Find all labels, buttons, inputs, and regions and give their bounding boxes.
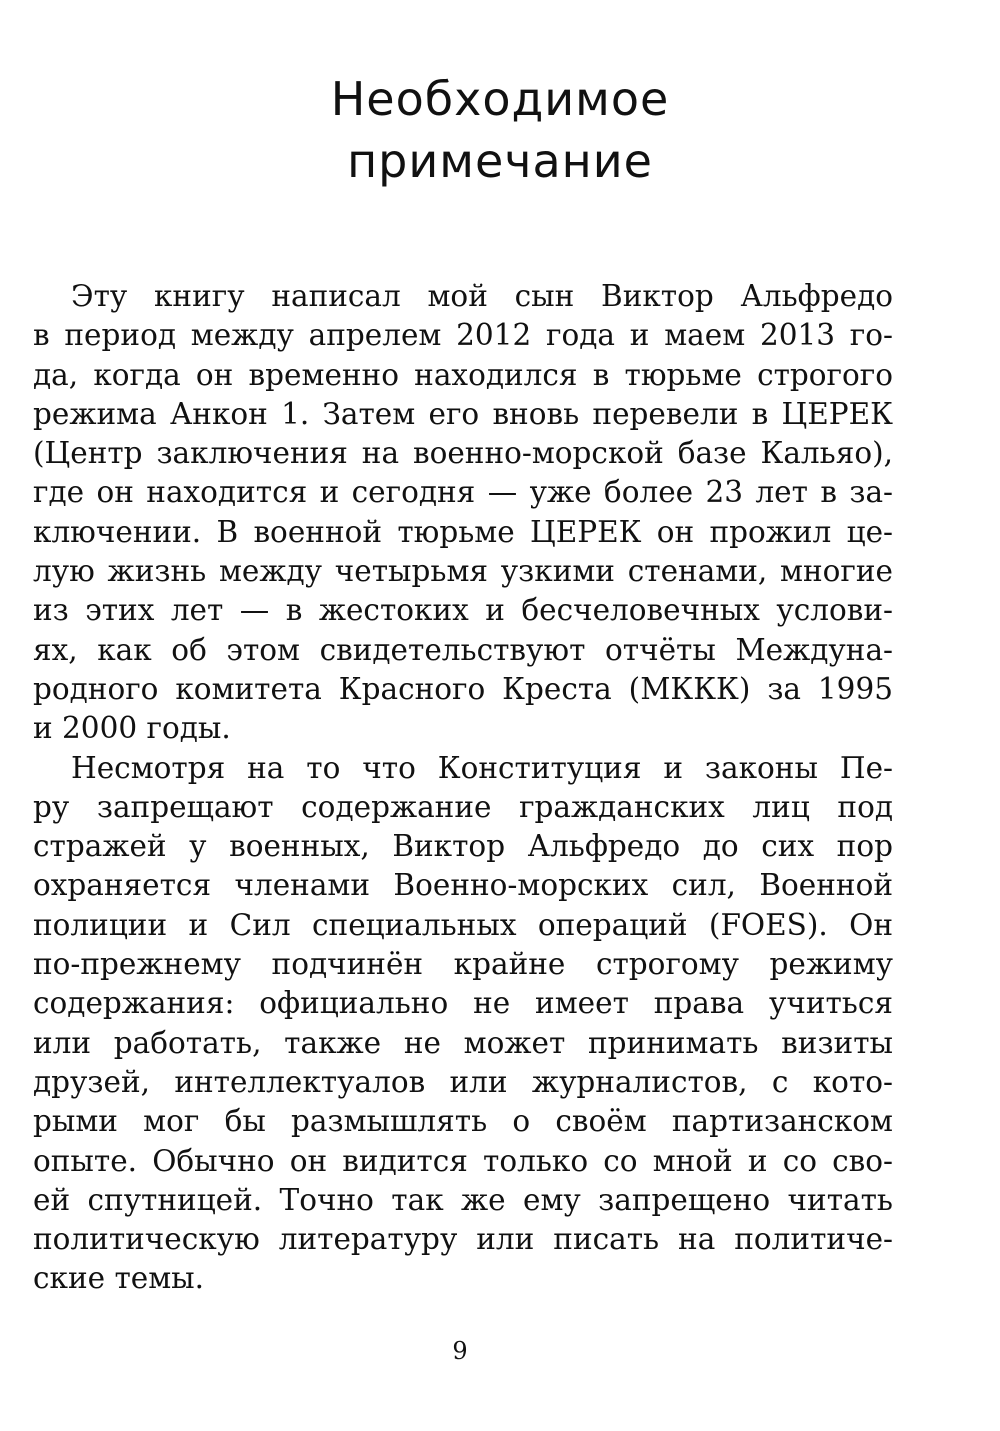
text-line: рыми мог бы размышлять о своём партизанском bbox=[33, 1104, 893, 1139]
text-line: да, когда он временно находился в тюрьме строгого bbox=[33, 357, 893, 392]
text-line: ские темы. bbox=[33, 1261, 205, 1296]
text-line: где он находится и сегодня — уже более 23 лет в за- bbox=[33, 475, 893, 510]
text-line: ях, как об этом свидетельствуют отчёты Междуна- bbox=[33, 632, 893, 667]
text-line: Эту книгу написал мой сын Виктор Альфредо bbox=[71, 279, 893, 313]
text-line: Несмотря на то что Конституция и законы Пе- bbox=[71, 750, 893, 785]
text-line: политическую литературу или писать на политиче- bbox=[33, 1222, 893, 1257]
text-line: ключении. В военной тюрьме ЦЕРЕК он прожил це- bbox=[33, 514, 893, 549]
text-line: или работать, также не может принимать визиты bbox=[33, 1025, 893, 1060]
text-line: из этих лет — в жестоких и бесчеловечных услови- bbox=[33, 593, 893, 628]
text-line: охраняется членами Военно-морских сил, Военной bbox=[33, 868, 893, 903]
text-line: полиции и Сил специальных операций (FOES). Он bbox=[33, 907, 893, 942]
text-line: стражей у военных, Виктор Альфредо до сих пор bbox=[33, 829, 893, 864]
page-number: 9 bbox=[452, 1337, 468, 1365]
text-line: лую жизнь между четырьмя узкими стенами, многие bbox=[33, 554, 893, 589]
text-line: ей спутницей. Точно так же ему запрещено читать bbox=[33, 1182, 893, 1217]
text-line: ру запрещают содержание гражданских лиц под bbox=[33, 789, 893, 824]
title-line-1: Необходимое bbox=[330, 72, 670, 126]
text-line: друзей, интеллектуалов или журналистов, с кото- bbox=[33, 1064, 893, 1099]
body-text bbox=[33, 277, 893, 1299]
text-line: родного комитета Красного Креста (МККК) за 1995 bbox=[33, 671, 893, 706]
text-line: опыте. Обычно он видится только со мной и со сво- bbox=[33, 1143, 893, 1178]
text-line: (Центр заключения на военно-морской базе Кальяо), bbox=[33, 436, 893, 471]
text-line: и 2000 годы. bbox=[33, 711, 231, 746]
paragraph-1 bbox=[33, 277, 893, 749]
text-line: в период между апрелем 2012 года и маем 2013 го- bbox=[33, 318, 893, 353]
page-title bbox=[0, 68, 1000, 192]
title-line-2: примечание bbox=[347, 134, 653, 188]
text-line: содержания: официально не имеет права учиться bbox=[33, 986, 893, 1021]
paragraph-2 bbox=[33, 749, 893, 1299]
text-line: по-прежнему подчинён крайне строгому режиму bbox=[33, 947, 893, 982]
text-line: режима Анкон 1. Затем его вновь перевели в ЦЕРЕК bbox=[33, 396, 893, 431]
